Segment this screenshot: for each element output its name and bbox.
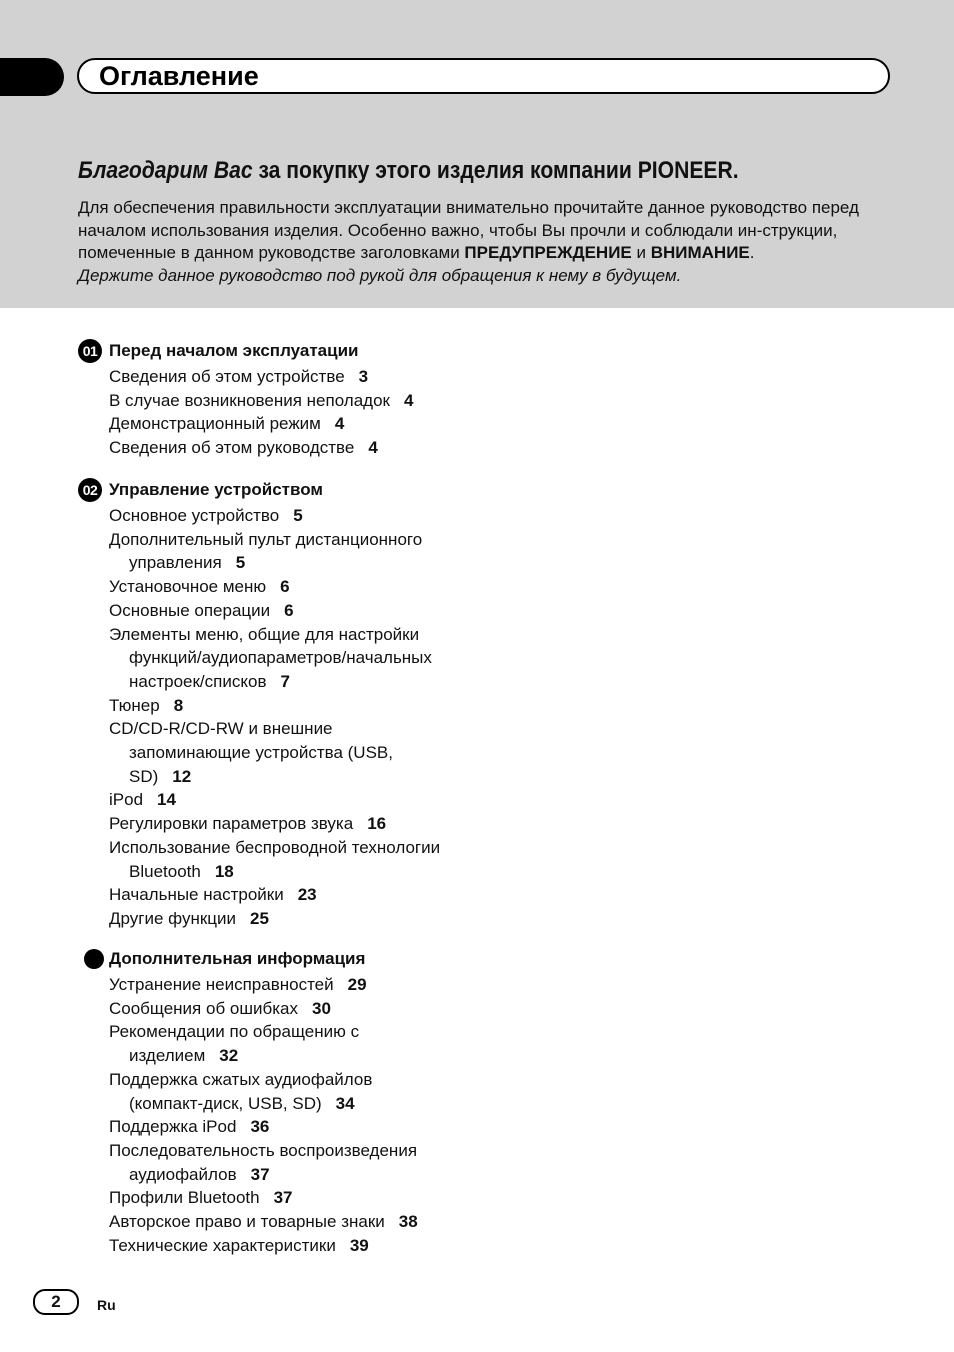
section-title[interactable]: Дополнительная информация (109, 949, 366, 968)
toc-entry-text: изделием (129, 1046, 206, 1066)
toc-page-number: 4 (334, 414, 345, 434)
toc-entry-text: Демонстрационный режим (109, 414, 321, 434)
toc-page-number: 4 (403, 390, 414, 410)
toc-page-number: 8 (173, 695, 184, 715)
toc-entry-text: Последовательность воспроизведения (109, 1140, 418, 1160)
intro-period: . (749, 243, 755, 262)
intro-note: Держите данное руководство под рукой для обращения к нему в будущем. (78, 265, 682, 285)
toc-page-number: 18 (214, 861, 234, 881)
toc-entry[interactable] (109, 973, 498, 997)
toc-entry[interactable] (109, 717, 498, 788)
toc-entry-text: Начальные настройки (109, 885, 284, 905)
toc-entry[interactable] (109, 907, 498, 931)
toc-entry[interactable] (109, 1068, 498, 1115)
toc-page-number: 37 (273, 1188, 293, 1208)
toc-page-number: 30 (312, 998, 331, 1018)
section-number-badge: 01 (78, 339, 102, 363)
thanks-heading (78, 157, 739, 185)
toc-page-number: 37 (250, 1164, 270, 1184)
toc-entry-text: Технические характеристики (109, 1235, 336, 1255)
toc-entry-text: Основные операции (109, 600, 271, 620)
toc-entry[interactable] (109, 812, 498, 836)
toc-entry[interactable] (109, 623, 498, 694)
toc-entry-text: Использование беспроводной технологии (109, 837, 441, 857)
toc-page-number: 6 (284, 600, 294, 620)
section-header (78, 947, 498, 971)
toc-entry[interactable] (109, 575, 498, 599)
toc-entry-text: функций/аудиопараметров/начальных (129, 648, 432, 668)
toc-page-number: 39 (349, 1235, 369, 1255)
toc-page-number: 5 (235, 553, 246, 573)
section-number-badge: 02 (78, 478, 102, 502)
toc-entry[interactable] (109, 365, 498, 389)
toc-page-number: 12 (172, 766, 192, 786)
toc-entry-text: запоминающие устройства (USB, (129, 743, 393, 763)
toc-entry-text: CD/CD-R/CD-RW и внешние (109, 719, 333, 739)
toc-entry[interactable] (109, 436, 498, 460)
title-box (77, 58, 890, 94)
toc-entry-text: Сведения об этом руководстве (109, 438, 355, 458)
toc-entries (78, 365, 498, 460)
toc-entry[interactable] (109, 504, 498, 528)
language-code: Ru (97, 1297, 116, 1313)
thanks-rest: за покупку этого изделия компании PIONEER. (252, 157, 739, 184)
toc-entry-text: Устранение неисправностей (109, 975, 334, 994)
toc-page-number: 38 (398, 1212, 418, 1232)
toc-entry-text: Элементы меню, общие для настройки (109, 624, 420, 644)
toc-entry[interactable] (109, 1234, 498, 1258)
toc-entry[interactable] (109, 836, 498, 883)
bullet-icon (84, 949, 104, 969)
toc-entry[interactable] (109, 788, 498, 812)
toc-entry-text: настроек/списков (129, 671, 267, 691)
toc-entry-text: Сообщения об ошибках (109, 998, 298, 1018)
toc-entry[interactable] (109, 599, 498, 623)
toc-entry-text: Сведения об этом устройстве (109, 367, 345, 386)
toc-page-number: 29 (347, 975, 367, 994)
toc-entry-text: Установочное меню (109, 577, 267, 597)
toc-entry-text: SD) (129, 766, 159, 786)
toc-entry-text: Тюнер (109, 695, 160, 715)
toc-entry[interactable] (109, 389, 498, 413)
intro-sentence: Для обеспечения правильности эксплуатации внимательно прочитайте данное руководство перед началом использования изделия. Особенно важно, чтобы Вы прочли и соблюдали ин-струкции, помеченные в данном руководстве заголовками (78, 198, 859, 262)
toc-entry[interactable] (109, 1020, 498, 1067)
toc-section-1 (78, 339, 498, 460)
toc-page-number: 16 (367, 814, 387, 834)
toc-entry-text: Основное устройство (109, 506, 280, 525)
toc-entry[interactable] (109, 412, 498, 436)
toc-page-number: 34 (335, 1093, 355, 1113)
caution-label: ВНИМАНИЕ (650, 243, 750, 262)
toc-entry[interactable] (109, 1115, 498, 1139)
intro-text (78, 197, 878, 287)
toc-page-number: 32 (219, 1046, 239, 1066)
toc-entry-text: Регулировки параметров звука (109, 814, 354, 834)
toc-entry-text: управления (129, 553, 222, 573)
toc-page-number: 7 (280, 671, 290, 691)
toc-page-number: 36 (250, 1117, 270, 1137)
intro-and: и (631, 243, 651, 262)
section-header (78, 339, 498, 363)
toc-page-number: 14 (157, 790, 176, 810)
chapter-tab (0, 58, 64, 96)
section-title[interactable]: Перед началом эксплуатации (109, 341, 359, 360)
toc-entry[interactable] (109, 997, 498, 1021)
toc-entry[interactable] (109, 694, 498, 718)
toc-entry-text: Поддержка iPod (109, 1117, 237, 1137)
toc-entry-text: iPod (109, 790, 144, 810)
toc-page-number: 6 (280, 577, 290, 597)
intro-paragraph (78, 197, 878, 265)
thanks-italic: Благодарим Вас (78, 157, 253, 184)
toc-entry-text: Рекомендации по обращению с (109, 1022, 360, 1042)
page-title: Оглавление (99, 61, 259, 91)
toc-entry[interactable] (109, 1186, 498, 1210)
toc-entry[interactable] (109, 883, 498, 907)
toc-entry-text: Bluetooth (129, 861, 201, 881)
toc-entry-text: Другие функции (109, 908, 237, 928)
page-number: 2 (33, 1289, 79, 1315)
toc-page-number: 3 (358, 367, 369, 386)
toc-entry-text: Профили Bluetooth (109, 1188, 260, 1208)
toc-page-number: 5 (293, 506, 303, 525)
toc-entry-text: Поддержка сжатых аудиофайлов (109, 1069, 373, 1089)
toc-entry-text: Авторское право и товарные знаки (109, 1212, 385, 1232)
toc-page-number: 4 (368, 438, 378, 458)
warning-label: ПРЕДУПРЕЖДЕНИЕ (464, 243, 632, 262)
section-header (78, 478, 498, 502)
toc-entries (78, 973, 498, 1257)
toc-entry[interactable] (109, 1139, 498, 1186)
toc-section-3 (78, 947, 498, 1257)
toc-entry[interactable] (109, 1210, 498, 1234)
toc-section-2 (78, 478, 498, 931)
toc-entry-text: В случае возникновения неполадок (109, 390, 390, 410)
toc-page-number: 25 (250, 908, 269, 928)
toc-entries (78, 504, 498, 931)
toc-entry-text: (компакт-диск, USB, SD) (129, 1093, 322, 1113)
section-title[interactable]: Управление устройством (109, 480, 323, 499)
toc-entry[interactable] (109, 528, 498, 575)
toc-page-number: 23 (297, 885, 317, 905)
toc-entry-text: аудиофайлов (129, 1164, 237, 1184)
toc-entry-text: Дополнительный пульт дистанционного (109, 529, 423, 549)
